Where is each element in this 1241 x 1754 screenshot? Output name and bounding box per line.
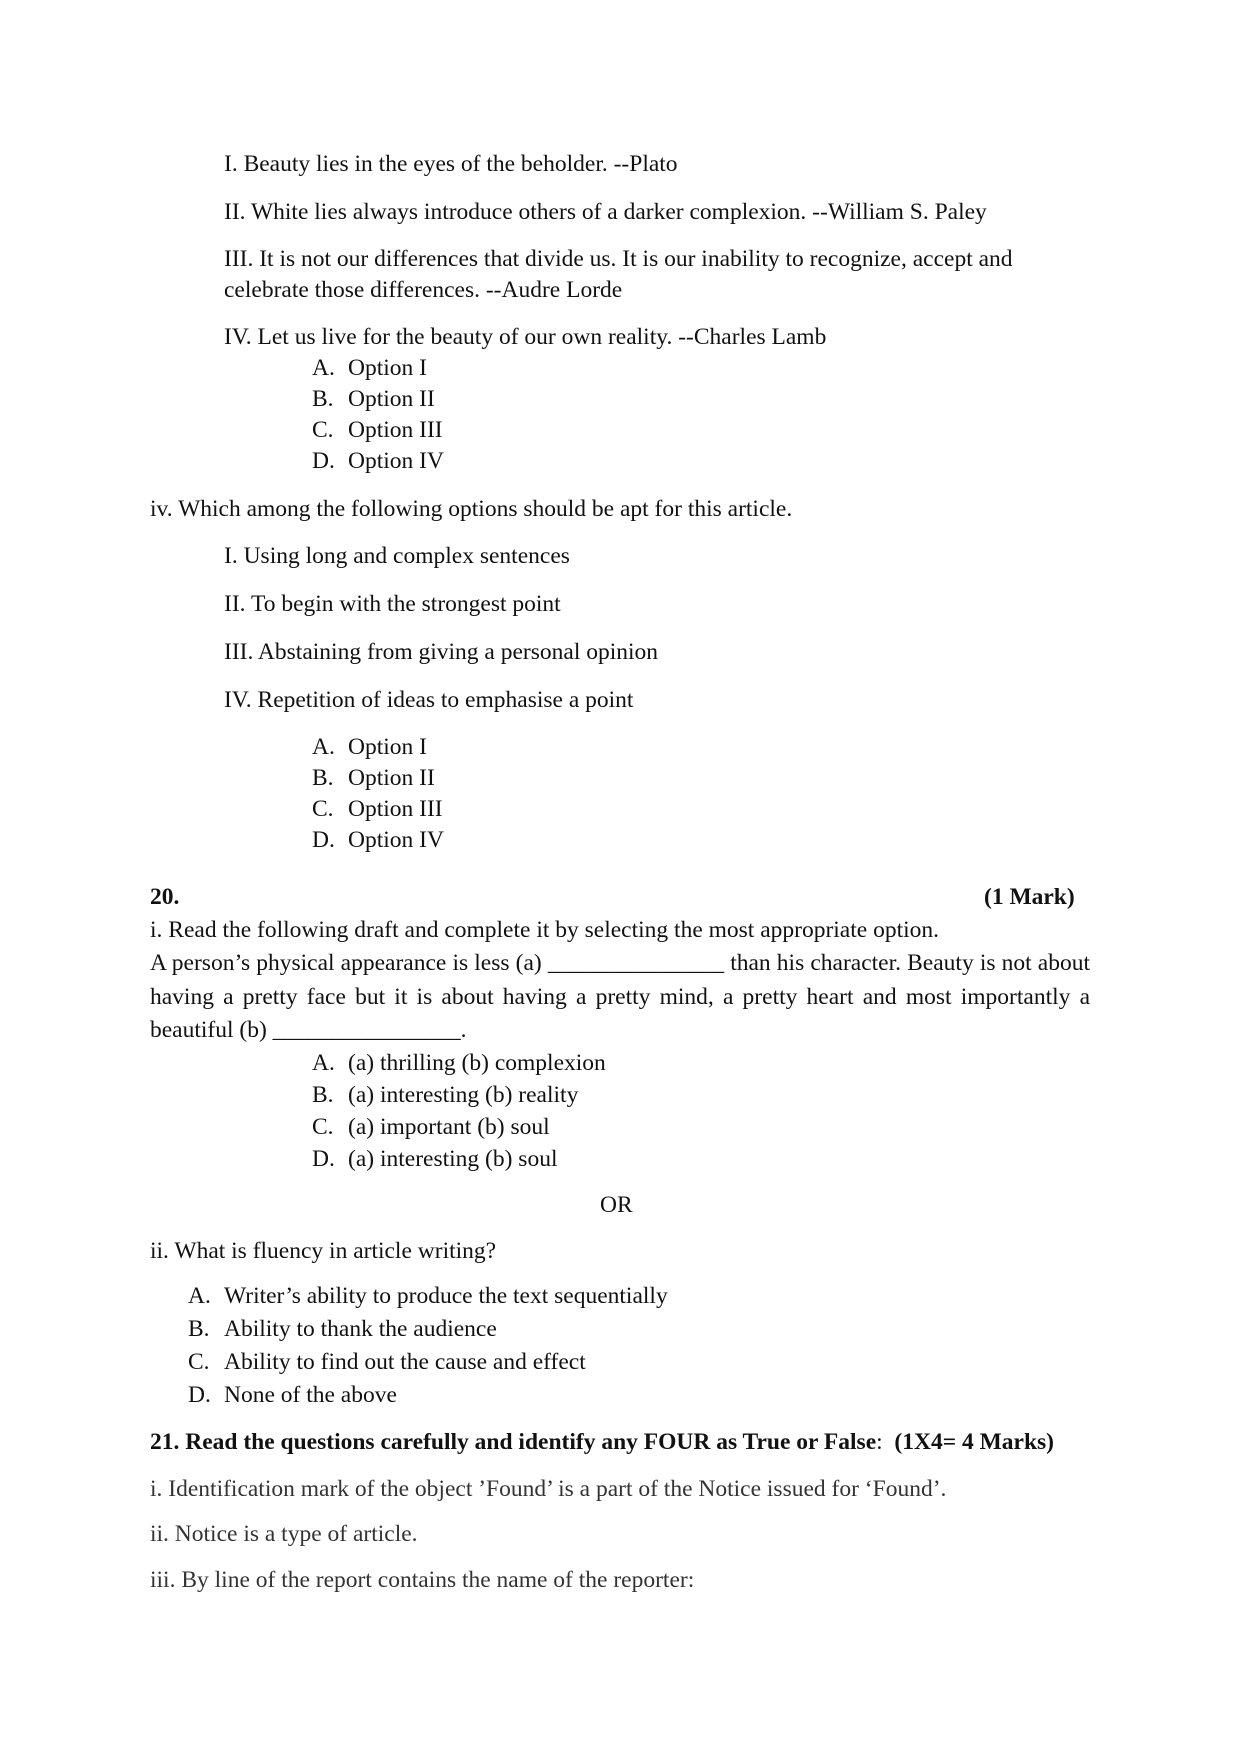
statement-4: IV. Repetition of ideas to emphasise a point [224,687,634,713]
statement-3: III. Abstaining from giving a personal opinion [224,639,659,665]
option-c: C. Option III [312,417,443,443]
option-d: D. (a) interesting (b) soul [312,1146,558,1172]
option-b: B. Option II [312,386,435,412]
statement-2: ii. Notice is a type of article. [150,1521,418,1547]
option-a: A. Option I [312,355,427,381]
marks-label: (1 Mark) [984,884,1075,910]
statement-1: I. Beauty lies in the eyes of the beholder. --Plato [224,151,678,177]
statement-3: III. It is not our differences that divide us. It is our inability to recognize, accept and [224,246,1013,272]
statement-1: i. Identification mark of the object ’Found’ is a part of the Notice issued for ‘Found’. [150,1476,947,1502]
draft-paragraph: A person’s physical appearance is less (a) _______________ than his character. Beauty is not about having a pretty face but it is about having a pretty mind, a pretty heart and most importantly a beautiful (b) ________________. [150,950,1090,1043]
or-divider: OR [600,1192,633,1218]
statement-1: I. Using long and complex sentences [224,543,570,569]
option-a: A. Writer’s ability to produce the text sequentially [188,1283,668,1309]
option-d: D. Option IV [312,827,444,853]
question-ii: ii. What is fluency in article writing? [150,1238,497,1264]
option-c: C. Ability to find out the cause and effect [188,1349,586,1375]
option-a: A. Option I [312,734,427,760]
statement-2: II. To begin with the strongest point [224,591,561,617]
statement-2: II. White lies always introduce others of a darker complexion. --William S. Paley [224,199,987,225]
option-c: C. (a) important (b) soul [312,1114,550,1140]
option-d: D. None of the above [188,1382,397,1408]
option-d: D. Option IV [312,448,444,474]
statement-4: IV. Let us live for the beauty of our own reality. --Charles Lamb [224,324,827,350]
question-heading: 21. Read the questions carefully and identify any FOUR as True or False: (1X4= 4 Marks) [150,1429,1055,1455]
question-iv: iv. Which among the following options should be apt for this article. [150,496,793,522]
option-b: B. Option II [312,765,435,791]
option-b: B. (a) interesting (b) reality [312,1082,579,1108]
option-c: C. Option III [312,796,443,822]
option-b: B. Ability to thank the audience [188,1316,497,1342]
statement-3-cont: celebrate those differences. --Audre Lorde [224,277,623,303]
question-number: 20. [150,884,180,910]
option-a: A. (a) thrilling (b) complexion [312,1050,606,1076]
instruction: i. Read the following draft and complete it by selecting the most appropriate option. [150,917,940,943]
statement-3: iii. By line of the report contains the name of the reporter: [150,1567,695,1593]
